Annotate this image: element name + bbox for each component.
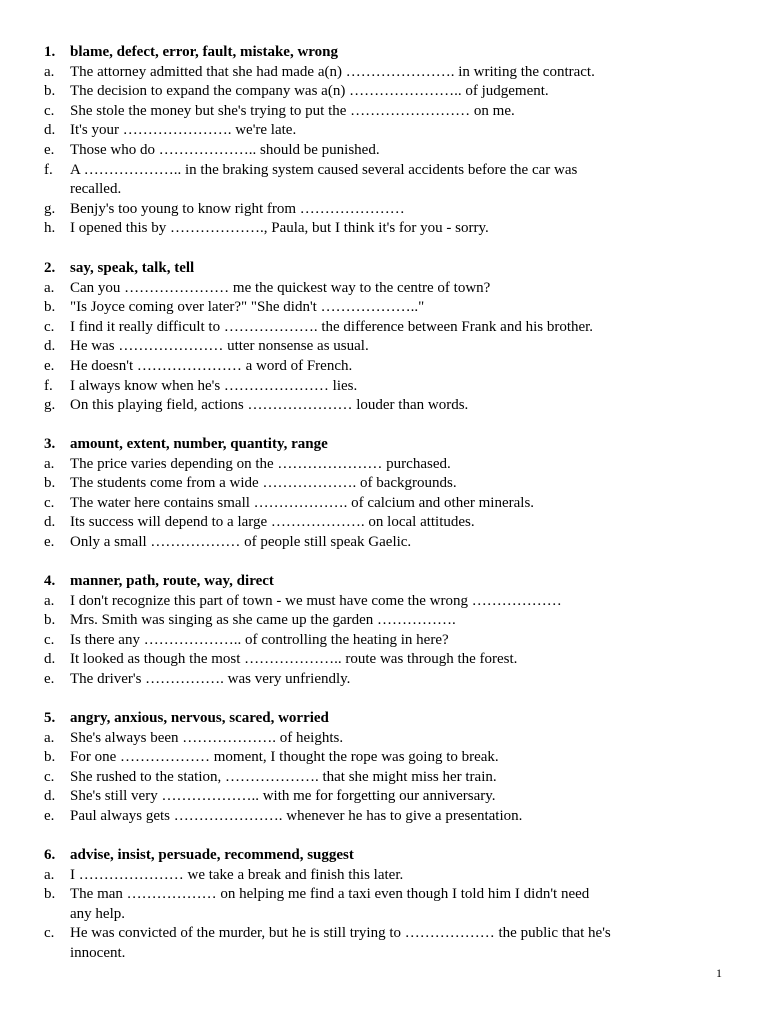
question-text: I ………………… we take a break and finish this later.	[70, 866, 404, 883]
question-line	[44, 768, 734, 788]
exercise-3	[44, 435, 734, 553]
question-text: Benjy's too young to know right from …………………	[70, 200, 405, 217]
question-text: The attorney admitted that she had made a(n) …………………. in writing the contract.	[70, 63, 595, 80]
question-line	[44, 807, 734, 827]
question-label: a.	[44, 592, 55, 609]
question-label: b.	[44, 299, 56, 316]
word-list: amount, extent, number, quantity, range	[70, 436, 328, 452]
question-line	[44, 474, 734, 494]
question-label: f.	[44, 377, 53, 394]
question-label: c.	[44, 102, 55, 119]
question-line	[44, 200, 734, 220]
question-text: The man ……………… on helping me find a taxi even though I told him I didn't need	[70, 886, 590, 903]
question-label: c.	[44, 318, 55, 335]
question-line	[44, 63, 734, 83]
question-label	[44, 905, 70, 925]
exercise-header	[44, 435, 734, 455]
exercise-2	[44, 259, 734, 416]
question-line	[44, 650, 734, 670]
question-text: Only a small ……………… of people still speak Gaelic.	[70, 533, 412, 550]
exercise-number: 1.	[44, 44, 56, 60]
question-label: a.	[44, 279, 55, 296]
question-text: It's your …………………. we're late.	[70, 122, 297, 139]
question-line	[44, 494, 734, 514]
page-number: 1	[716, 966, 722, 980]
question-line	[44, 298, 734, 318]
question-text: Can you ………………… me the quickest way to the centre of town?	[70, 279, 491, 296]
question-text: It looked as though the most ……………….. route was through the forest.	[70, 651, 518, 668]
question-label: e.	[44, 670, 55, 687]
question-line	[44, 866, 734, 886]
question-text: I always know when he's ………………… lies.	[70, 377, 358, 394]
question-label: d.	[44, 338, 56, 355]
question-label: b.	[44, 475, 56, 492]
question-text: Those who do ……………….. should be punished.	[70, 141, 380, 158]
question-line	[44, 318, 734, 338]
question-line	[44, 729, 734, 749]
question-line	[44, 748, 734, 768]
question-label: b.	[44, 83, 56, 100]
question-text: He was ………………… utter nonsense as usual.	[70, 338, 369, 355]
word-list: manner, path, route, way, direct	[70, 573, 274, 589]
question-text: "Is Joyce coming over later?" "She didn't ……………….."	[70, 299, 425, 316]
question-label: g.	[44, 200, 56, 217]
question-text: He was convicted of the murder, but he is still trying to ……………… the public that he's	[70, 925, 611, 942]
question-line	[44, 611, 734, 631]
question-label: c.	[44, 631, 55, 648]
question-line	[44, 592, 734, 612]
question-line	[44, 219, 734, 239]
question-label: c.	[44, 494, 55, 511]
question-text: innocent.	[70, 944, 126, 961]
question-line	[44, 82, 734, 102]
question-line	[44, 337, 734, 357]
question-label	[44, 180, 70, 200]
question-text: She's always been ………………. of heights.	[70, 729, 344, 746]
exercise-header	[44, 43, 734, 63]
question-text: I find it really difficult to ………………. the difference between Frank and his brother.	[70, 318, 594, 335]
word-list: advise, insist, persuade, recommend, suggest	[70, 847, 354, 863]
question-label	[44, 944, 70, 964]
question-text: She rushed to the station, ………………. that she might miss her train.	[70, 768, 497, 785]
question-continuation	[44, 180, 734, 200]
exercise-header	[44, 709, 734, 729]
question-text: The decision to expand the company was a(n) ………………….. of judgement.	[70, 83, 549, 100]
question-label: c.	[44, 925, 55, 942]
question-line	[44, 787, 734, 807]
question-text: Paul always gets …………………. whenever he has to give a presentation.	[70, 807, 523, 824]
exercise-number: 5.	[44, 710, 56, 726]
question-line	[44, 924, 734, 944]
question-line	[44, 631, 734, 651]
question-label: b.	[44, 749, 56, 766]
question-continuation	[44, 944, 734, 964]
question-label: d.	[44, 788, 56, 805]
exercise-5	[44, 709, 734, 827]
question-line	[44, 455, 734, 475]
word-list: blame, defect, error, fault, mistake, wrong	[70, 44, 339, 60]
question-label: f.	[44, 161, 53, 178]
word-list: angry, anxious, nervous, scared, worried	[70, 710, 329, 726]
question-label: e.	[44, 357, 55, 374]
question-text: The students come from a wide ………………. of backgrounds.	[70, 475, 457, 492]
question-label: e.	[44, 141, 55, 158]
question-line	[44, 102, 734, 122]
question-text: Is there any ……………….. of controlling the heating in here?	[70, 631, 449, 648]
exercise-number: 3.	[44, 436, 56, 452]
question-label: a.	[44, 63, 55, 80]
question-line	[44, 141, 734, 161]
question-text: any help.	[70, 905, 125, 922]
question-line	[44, 885, 734, 905]
question-label: g.	[44, 397, 56, 414]
question-text: I don't recognize this part of town - we must have come the wrong ………………	[70, 592, 562, 609]
question-text: A ……………….. in the braking system caused several accidents before the car was	[70, 161, 578, 178]
question-line	[44, 377, 734, 397]
question-text: She's still very ……………….. with me for forgetting our anniversary.	[70, 788, 496, 805]
question-continuation	[44, 905, 734, 925]
exercise-1	[44, 43, 734, 239]
question-label: e.	[44, 533, 55, 550]
question-line	[44, 670, 734, 690]
question-text: On this playing field, actions ………………… louder than words.	[70, 397, 469, 414]
question-text: He doesn't ………………… a word of French.	[70, 357, 353, 374]
question-label: h.	[44, 220, 56, 237]
question-line	[44, 121, 734, 141]
question-line	[44, 357, 734, 377]
question-line	[44, 513, 734, 533]
exercise-number: 4.	[44, 573, 56, 589]
exercise-number: 6.	[44, 847, 56, 863]
question-label: a.	[44, 729, 55, 746]
question-label: d.	[44, 122, 56, 139]
question-line	[44, 161, 734, 181]
question-label: d.	[44, 514, 56, 531]
question-label: a.	[44, 455, 55, 472]
exercise-6	[44, 846, 734, 964]
question-text: Its success will depend to a large ………………. on local attitudes.	[70, 514, 475, 531]
question-text: I opened this by ………………., Paula, but I think it's for you - sorry.	[70, 220, 489, 237]
exercise-header	[44, 846, 734, 866]
question-label: b.	[44, 886, 56, 903]
question-label: b.	[44, 612, 56, 629]
question-label: c.	[44, 768, 55, 785]
question-line	[44, 396, 734, 416]
question-line	[44, 533, 734, 553]
question-text: She stole the money but she's trying to put the …………………… on me.	[70, 102, 515, 119]
word-list: say, speak, talk, tell	[70, 260, 195, 276]
exercise-header	[44, 572, 734, 592]
exercise-4	[44, 572, 734, 690]
question-label: d.	[44, 651, 56, 668]
question-text: recalled.	[70, 181, 122, 198]
question-text: The price varies depending on the ………………… purchased.	[70, 455, 451, 472]
question-label: a.	[44, 866, 55, 883]
question-line	[44, 279, 734, 299]
question-text: For one ……………… moment, I thought the rope was going to break.	[70, 749, 499, 766]
question-text: Mrs. Smith was singing as she came up the garden …………….	[70, 612, 456, 629]
exercise-header	[44, 259, 734, 279]
question-text: The driver's ……………. was very unfriendly.	[70, 670, 351, 687]
exercise-number: 2.	[44, 260, 56, 276]
question-text: The water here contains small ………………. of calcium and other minerals.	[70, 494, 535, 511]
question-label: e.	[44, 807, 55, 824]
